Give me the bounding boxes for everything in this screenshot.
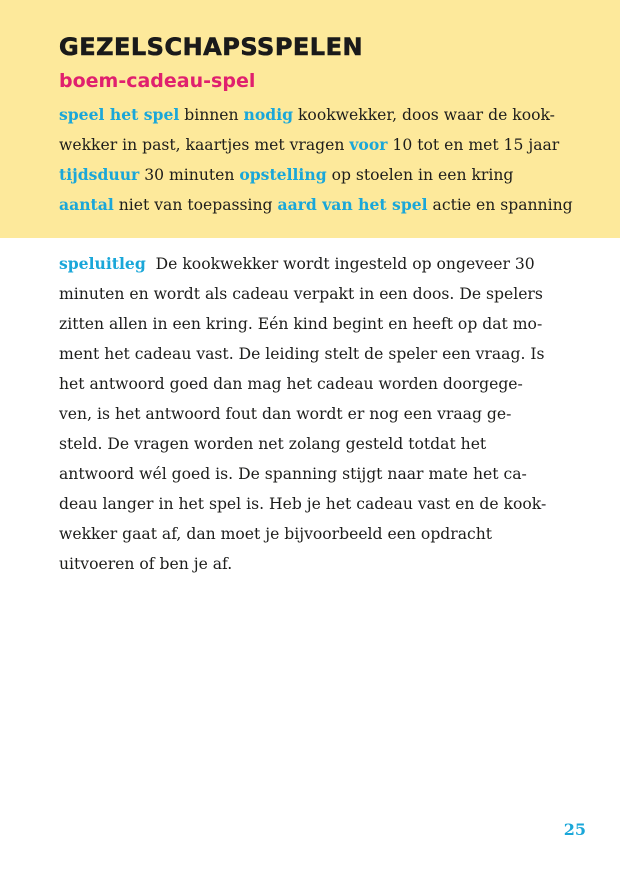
text-line: ven, is het antwoord fout dan wordt er nog een vraag ge- <box>59 405 512 423</box>
text-line <box>59 249 559 279</box>
header-band <box>0 0 620 238</box>
info-label-needs: nodig <box>243 105 294 124</box>
page-number: 25 <box>563 820 586 839</box>
info-label-type: aard van het spel <box>277 195 428 214</box>
info-value: kookwekker, doos waar de kook- <box>293 106 555 124</box>
info-value: op stoelen in een kring <box>326 166 514 184</box>
text-line: minuten en wordt als cadeau verpakt in een doos. De spelers <box>59 285 543 303</box>
text-line: deau langer in het spel is. Heb je het cadeau vast en de kook- <box>59 495 547 513</box>
info-line <box>59 190 573 220</box>
text-line: wekker gaat af, dan moet je bijvoorbeeld een opdracht <box>59 525 493 543</box>
text-line: antwoord wél goed is. De spanning stijgt naar mate het ca- <box>59 465 527 483</box>
game-info <box>59 100 573 220</box>
info-value: binnen <box>179 106 244 124</box>
info-line <box>59 160 559 190</box>
info-label-setup: opstelling <box>239 165 327 184</box>
info-label-duration: tijdsduur <box>59 165 140 184</box>
info-label-for: voor <box>349 135 388 154</box>
info-value: 30 minuten <box>139 166 240 184</box>
explanation-label: speluitleg <box>59 254 146 273</box>
game-title: boem-cadeau-spel <box>59 70 256 92</box>
text-line: uitvoeren of ben je af. <box>59 555 233 573</box>
text-line: ment het cadeau vast. De leiding stelt de speler een vraag. Is <box>59 345 545 363</box>
text-line: steld. De vragen worden net zolang gesteld totdat het <box>59 435 487 453</box>
text-line: zitten allen in een kring. Eén kind begint en heeft op dat mo- <box>59 315 543 333</box>
text-span: De kookwekker wordt ingesteld op ongeveer 30 <box>155 255 535 273</box>
info-label-play: speel het spel <box>59 105 180 124</box>
info-value: actie en spanning <box>427 196 573 214</box>
info-line <box>59 130 559 160</box>
explanation-text <box>59 249 559 579</box>
info-value: niet van toepassing <box>113 196 278 214</box>
category-heading: GEZELSCHAPSSPELEN <box>59 33 364 61</box>
info-value: wekker in past, kaartjes met vragen <box>59 136 350 154</box>
text-line: het antwoord goed dan mag het cadeau worden doorgege- <box>59 375 523 393</box>
info-line <box>59 100 559 130</box>
info-label-count: aantal <box>59 195 114 214</box>
info-value: 10 tot en met 15 jaar <box>387 136 560 154</box>
